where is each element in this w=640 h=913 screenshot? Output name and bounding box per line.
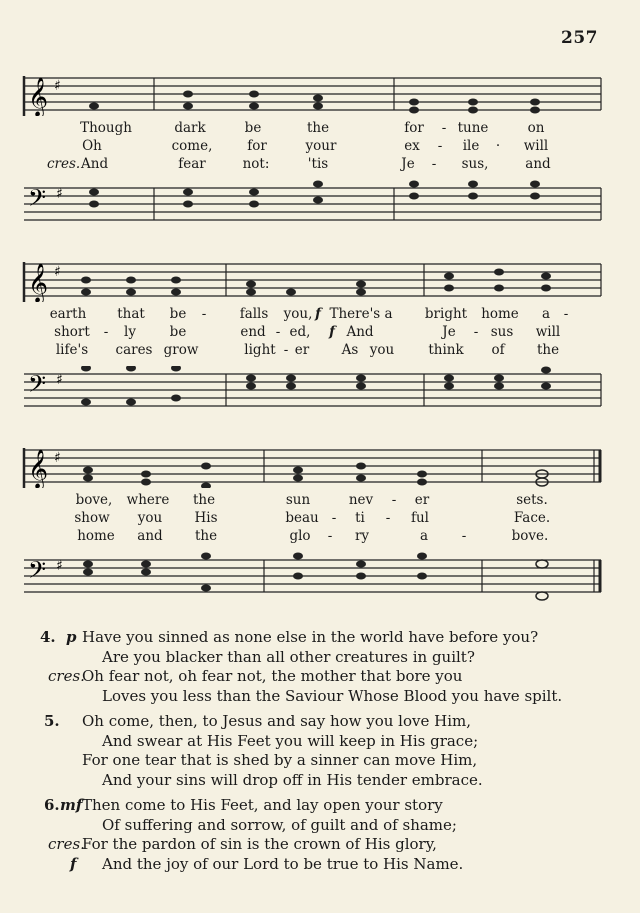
verse-4-line-4: Loves you less than the Saviour Whose Blood you have spilt.	[102, 686, 563, 705]
music-system-1	[16, 66, 606, 220]
treble-staff-svg	[16, 438, 606, 488]
lyric-line-1: bove, where the sun nev - er sets.	[75, 492, 548, 508]
verse-6-line-4: f And the joy of our Lord to be true to His Name.	[70, 854, 464, 873]
bass-staff-svg	[16, 366, 606, 416]
bass-staff-svg	[16, 552, 606, 602]
lyric-line-1: earth that be - falls you, f There's a bright home a -	[49, 306, 569, 322]
extra-verses	[40, 628, 610, 874]
lyric-line-2: short - ly be end - ed, f And Je - sus will	[54, 324, 561, 340]
music-system-2	[16, 252, 606, 406]
verse-4-line-1: 4. p Have you sinned as none else in the world have before you?	[40, 628, 539, 646]
svg-text:♯: ♯	[56, 558, 63, 574]
bass-staff	[16, 366, 606, 406]
treble-staff	[16, 252, 606, 302]
lyric-line-3: home and the glo - ry a - bove.	[77, 528, 549, 544]
music-system-3	[16, 438, 606, 592]
svg-text:♯: ♯	[54, 450, 61, 466]
lyric-line-3: life's cares grow light - er As you think of the	[55, 342, 560, 358]
treble-staff-svg	[16, 252, 606, 302]
treble-staff-svg	[16, 66, 606, 116]
verse-5-line-2: And swear at His Feet you will keep in His grace;	[102, 731, 479, 750]
svg-text:♯: ♯	[54, 264, 61, 280]
treble-staff	[16, 66, 606, 116]
bass-clef-icon: 𝄢	[28, 370, 47, 403]
treble-clef-icon: 𝄞	[28, 449, 49, 488]
lyric-line-2: show you His beau - ti - ful Face.	[74, 510, 551, 526]
treble-clef-icon: 𝄞	[28, 263, 49, 302]
page-number: 257	[561, 28, 598, 48]
verse-5-line-3: For one tear that is shed by a sinner can move Him,	[82, 751, 478, 769]
svg-text:♯: ♯	[56, 372, 63, 388]
verse-4-line-3: cres. Oh fear not, oh fear not, the mother that bore you	[48, 667, 463, 685]
bass-clef-icon: 𝄢	[28, 556, 47, 589]
lyric-line-3: cres. And fear not: 'tis Je - sus, and	[47, 156, 551, 172]
verse-6-line-3: cres. For the pardon of sin is the crown of His glory,	[48, 835, 437, 853]
treble-clef-icon: 𝄞	[28, 77, 49, 116]
bass-staff-svg	[16, 180, 606, 230]
bass-clef-icon: 𝄢	[28, 184, 47, 217]
verse-5-line-1: 5. Oh come, then, to Jesus and say how you love Him,	[44, 712, 472, 730]
verse-6-line-2: Of suffering and sorrow, of guilt and of shame;	[102, 815, 457, 834]
treble-staff	[16, 438, 606, 488]
verse-4-line-2: Are you blacker than all other creatures in guilt?	[102, 647, 475, 666]
svg-text:♯: ♯	[54, 78, 61, 94]
lyric-line-2: Oh come, for your ex - ile · will	[82, 138, 549, 154]
verse-6-line-1: 6. mf Then come to His Feet, and lay open your story	[44, 796, 443, 814]
bass-staff	[16, 180, 606, 220]
bass-staff	[16, 552, 606, 592]
lyric-line-1: Though dark be the for - tune on	[80, 120, 545, 136]
verse-5-line-4: And your sins will drop off in His tender embrace.	[102, 770, 483, 789]
svg-text:♯: ♯	[56, 186, 63, 202]
